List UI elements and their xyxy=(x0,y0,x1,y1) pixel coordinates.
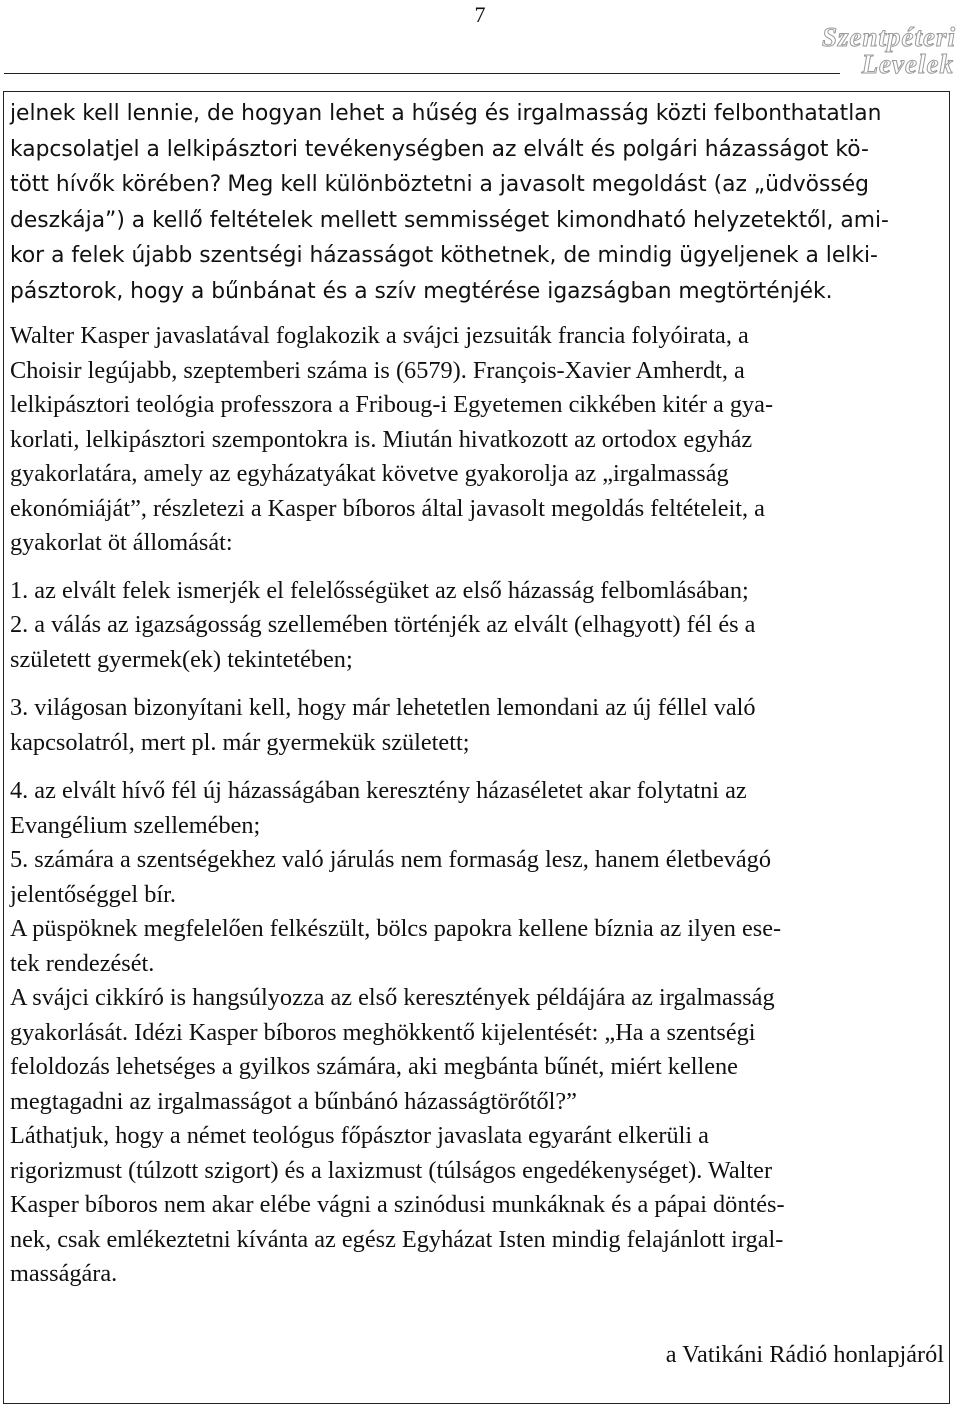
page-number: 7 xyxy=(474,2,486,27)
list-item-1: 1. az elvált felek ismerjék el felelősségüket az első házasság felbomlásában; xyxy=(10,576,749,604)
paragraph-5: Láthatjuk, hogy a német teológus főpásztor javaslata egyaránt elkerüli a rigorizmust (túlzott szigort) és a laxizmust (túlságos engedékenységet). Walter Kasper bíboros nem akar elébe vágni a szinódusi munkáknak és a pápai döntés- nek, csak emlékeztetni kívánta az egész Egyházat Isten mindig felajánlott irgal- masságára. xyxy=(10,1122,785,1287)
list-item-5: 5. számára a szentségekhez való járulás nem formaság lesz, hanem életbevágó jelentőséggel bír. xyxy=(10,846,771,908)
article-body xyxy=(10,96,946,1292)
list-item-3: 3. világosan bizonyítani kell, hogy már lehetetlen lemondani az új féllel való kapcsolatról, mert pl. már gyermekük született; xyxy=(10,694,756,756)
paragraph-1-continuation: Meg kell különböztetni a javasolt megoldást (az „üdvösség deszkája”) a kellő feltételek mellett semmisséget kimondható helyzetektől, ami- kor a felek újabb szentségi házasságot köthetnek, de mindig ügyeljenek a lelki- pásztorok, hogy a bűnbánat és a szív megtérése igazságban megtörténjék. xyxy=(10,172,889,304)
header-rule xyxy=(4,73,840,74)
masthead-line-1: Szentpéteri xyxy=(821,22,956,52)
paragraph-4: A svájci cikkíró is hangsúlyozza az első keresztények példájára az irgalmasság gyakorlását. Idézi Kasper bíboros meghökkentő kijelentését: „Ha a szentségi feloldozás lehetséges a gyilkos számára, aki megbánta bűnét, miért kellene megtagadni az irgalmasságot a bűnbánó házasságtörőtől?” xyxy=(10,984,775,1115)
paragraph-1 xyxy=(10,96,946,309)
paragraph-1-lead: jelnek kell lennie, de hogyan lehet a hűség és irgalmasság közti felbonthatatlan kapcsolatjel a lelkipásztori tevékenységben az elvált és polgári házasságot kö- tött hívők körében? xyxy=(10,101,882,197)
list-item-2: 2. a válás az igazságosság szellemében történjék az elvált (elhagyott) fél és a született gyermek(ek) tekintetében; xyxy=(10,611,756,673)
masthead-line-2: Levelek xyxy=(861,49,954,79)
paragraph-3: A püspöknek megfelelően felkészült, bölcs papokra kellene bíznia az ilyen ese- tek rendezését. xyxy=(10,915,782,977)
list-item-4: 4. az elvált hívő fél új házasságában keresztény házaséletet akar folytatni az Evangélium szellemében; xyxy=(10,777,747,839)
masthead-logo xyxy=(806,24,956,78)
paragraph-2: Walter Kasper javaslatával foglakozik a svájci jezsuiták francia folyóirata, a Choisir legújabb, szeptemberi száma is (6579). François-Xavier Amherdt, a lelkipásztori teológia professzora a Friboug-i Egyetemen cikkében kitér a gya- korlati, lelkipásztori szempontokra is. Miután hivatkozott az ortodox egyház gyakorlatára, amely az egyházatyákat követve gyakorolja az „irgalmasság ekonómiáját”, részletezi a Kasper bíboros által javasolt megoldás feltételeit, a gyakorlat öt állomását: xyxy=(10,322,774,556)
source-credit: a Vatikáni Rádió honlapjáról xyxy=(665,1341,944,1368)
